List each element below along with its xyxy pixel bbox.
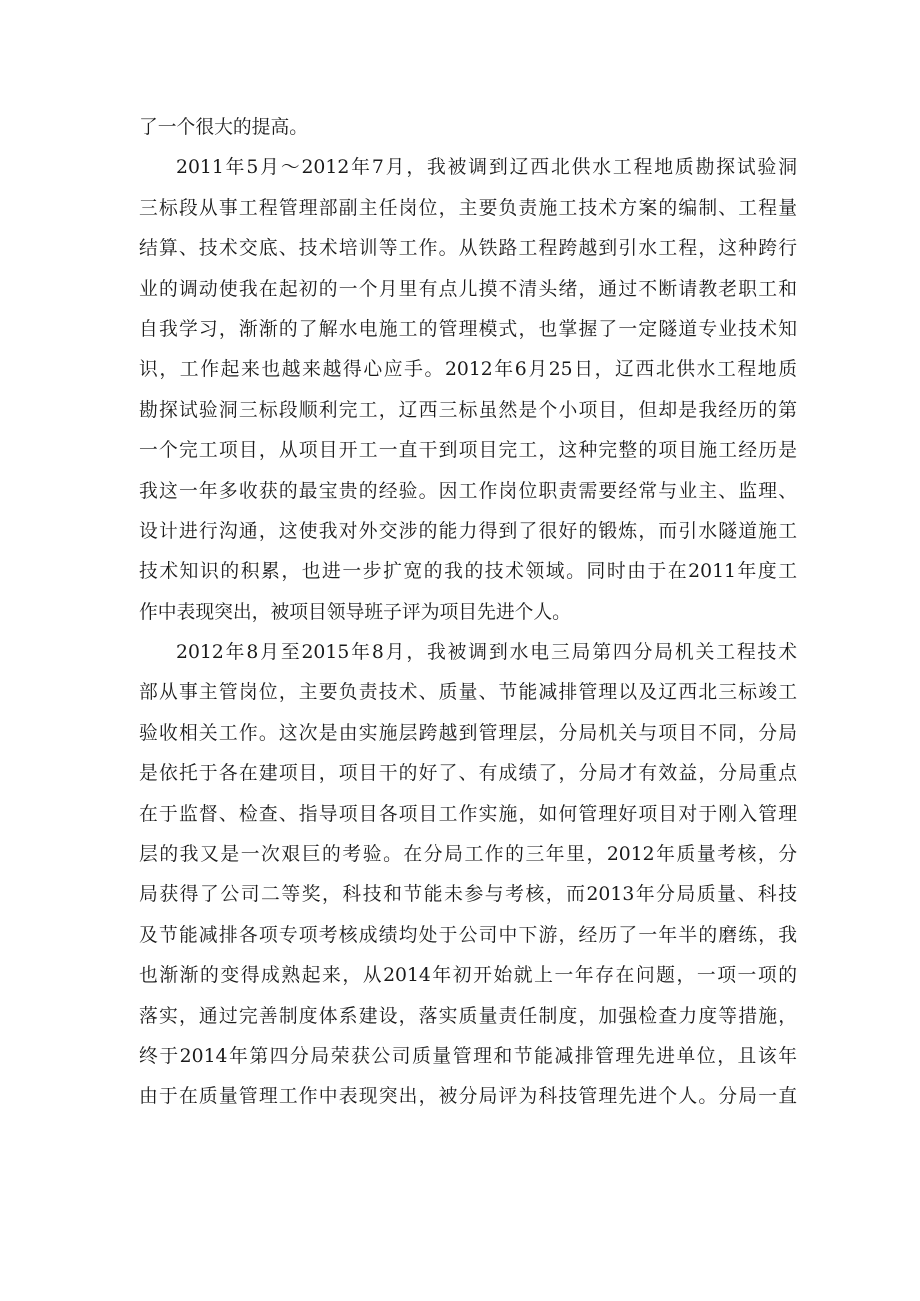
text-line: 部从事主管岗位，主要负责技术、质量、节能减排管理以及辽西北三标竣工 (139, 682, 797, 704)
text-line: 在于监督、检查、指导项目各项目工作实施，如何管理好项目对于刚入管理 (139, 803, 797, 825)
text-line: 我这一年多收获的最宝贵的经验。因工作岗位职责需要经常与业主、监理、 (139, 480, 797, 502)
text-line: 是依托于各在建项目，项目干的好了、有成绩了，分局才有效益，分局重点 (139, 763, 797, 785)
text-line: 局获得了公司二等奖，科技和节能未参与考核，而2013年分局质量、科技 (139, 884, 797, 906)
text-line: 一个完工项目，从项目开工一直干到项目完工，这种完整的项目施工经历是 (139, 440, 797, 462)
text-line: 了一个很大的提高。 (139, 117, 309, 138)
text-line: 由于在质量管理工作中表现突出，被分局评为科技管理先进个人。分局一直 (139, 1086, 797, 1108)
paragraph-first-line: 2012年8月至2015年8月，我被调到水电三局第四分局机关工程技术 (176, 642, 797, 664)
paragraph-last-line: 作中表现突出，被项目领导班子评为项目先进个人。 (139, 601, 571, 623)
text-line: 三标段从事工程管理部副主任岗位，主要负责施工技术方案的编制、工程量 (139, 197, 797, 219)
text-line: 及节能减排各项专项考核成绩均处于公司中下游，经历了一年半的磨练，我 (139, 924, 797, 946)
text-line: 识，工作起来也越来越得心应手。2012年6月25日，辽西北供水工程地质 (139, 359, 797, 381)
text-line: 层的我又是一次艰巨的考验。在分局工作的三年里，2012年质量考核，分 (139, 844, 797, 866)
text-line: 自我学习，渐渐的了解水电施工的管理模式，也掌握了一定隧道专业技术知 (139, 318, 797, 340)
text-line: 也渐渐的变得成熟起来，从2014年初开始就上一年存在问题，一项一项的 (139, 965, 797, 987)
text-line: 落实，通过完善制度体系建设，落实质量责任制度，加强检查力度等措施， (139, 1005, 797, 1027)
text-line: 终于2014年第四分局荣获公司质量管理和节能减排管理先进单位，且该年 (139, 1045, 797, 1067)
text-line: 勘探试验洞三标段顺利完工，辽西三标虽然是个小项目，但却是我经历的第 (139, 399, 797, 421)
text-line: 结算、技术交底、技术培训等工作。从铁路工程跨越到引水工程，这种跨行 (139, 238, 797, 260)
text-line: 设计进行沟通，这使我对外交涉的能力得到了很好的锻炼，而引水隧道施工 (139, 520, 797, 542)
paragraph-first-line: 2011年5月～2012年7月，我被调到辽西北供水工程地质勘探试验洞 (176, 157, 797, 179)
document-body (139, 108, 797, 1118)
text-line: 业的调动使我在起初的一个月里有点儿摸不清头绪，通过不断请教老职工和 (139, 278, 797, 300)
text-line: 验收相关工作。这次是由实施层跨越到管理层，分局机关与项目不同，分局 (139, 722, 797, 744)
text-line: 技术知识的积累，也进一步扩宽的我的技术领域。同时由于在2011年度工 (139, 561, 797, 583)
